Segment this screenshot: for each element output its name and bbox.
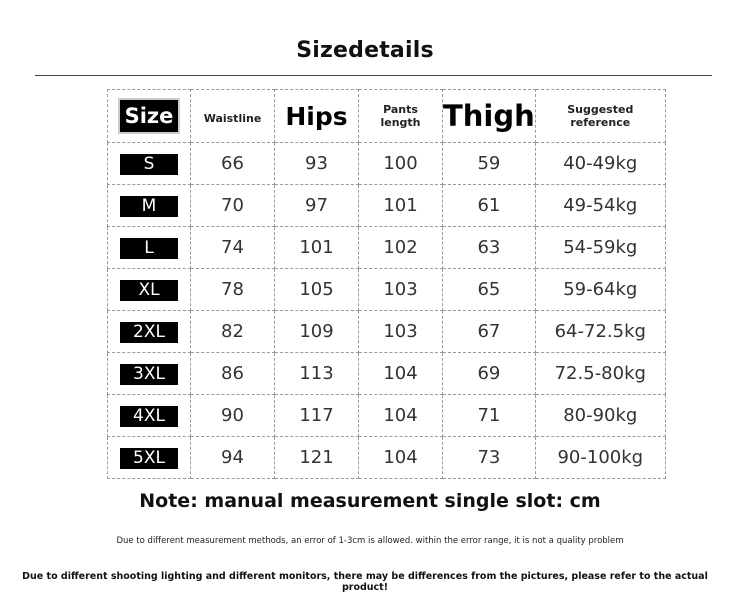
header-pants-length-line2: length bbox=[380, 116, 421, 129]
pants-length-value: 101 bbox=[359, 185, 443, 227]
header-size: Size bbox=[118, 98, 181, 134]
pants-length-value: 100 bbox=[359, 143, 443, 185]
size-label: 5XL bbox=[120, 448, 178, 469]
pants-length-value: 104 bbox=[359, 353, 443, 395]
thigh-value: 67 bbox=[443, 311, 536, 353]
thigh-value: 73 bbox=[443, 437, 536, 479]
size-label: S bbox=[120, 154, 178, 175]
table-row bbox=[108, 395, 666, 437]
waistline-value: 90 bbox=[191, 395, 275, 437]
size-label: 4XL bbox=[120, 406, 178, 427]
hips-value: 105 bbox=[275, 269, 359, 311]
waistline-value: 66 bbox=[191, 143, 275, 185]
reference-value: 54-59kg bbox=[535, 227, 665, 269]
waistline-value: 94 bbox=[191, 437, 275, 479]
header-hips: Hips bbox=[285, 101, 348, 131]
size-label: M bbox=[120, 196, 178, 217]
header-waistline: Waistline bbox=[203, 111, 262, 125]
pants-length-value: 104 bbox=[359, 395, 443, 437]
title-divider bbox=[35, 75, 712, 76]
hips-value: 101 bbox=[275, 227, 359, 269]
size-label: L bbox=[120, 238, 178, 259]
reference-value: 90-100kg bbox=[535, 437, 665, 479]
thigh-value: 65 bbox=[443, 269, 536, 311]
hips-value: 109 bbox=[275, 311, 359, 353]
reference-value: 59-64kg bbox=[535, 269, 665, 311]
table-header-row bbox=[108, 90, 666, 143]
hips-value: 97 bbox=[275, 185, 359, 227]
header-thigh: Thigh bbox=[443, 99, 535, 133]
header-reference-line2: reference bbox=[570, 116, 631, 129]
pants-length-value: 102 bbox=[359, 227, 443, 269]
thigh-value: 71 bbox=[443, 395, 536, 437]
reference-value: 80-90kg bbox=[535, 395, 665, 437]
thigh-value: 69 bbox=[443, 353, 536, 395]
header-waistline-cell bbox=[191, 90, 275, 143]
pants-length-value: 104 bbox=[359, 437, 443, 479]
thigh-value: 61 bbox=[443, 185, 536, 227]
hips-value: 121 bbox=[275, 437, 359, 479]
table-row bbox=[108, 437, 666, 479]
pants-length-value: 103 bbox=[359, 311, 443, 353]
size-label: 2XL bbox=[120, 322, 178, 343]
reference-value: 40-49kg bbox=[535, 143, 665, 185]
color-difference-disclaimer: Due to different shooting lighting and different monitors, there may be differences from the pictures, please refer to the actual product! bbox=[22, 571, 708, 593]
table-row bbox=[108, 227, 666, 269]
waistline-value: 82 bbox=[191, 311, 275, 353]
header-size-cell bbox=[108, 90, 191, 143]
table-row bbox=[108, 311, 666, 353]
table-row bbox=[108, 353, 666, 395]
header-hips-cell bbox=[275, 90, 359, 143]
pants-length-value: 103 bbox=[359, 269, 443, 311]
header-thigh-cell bbox=[443, 90, 536, 143]
header-reference-line1: Suggested bbox=[567, 103, 634, 116]
hips-value: 93 bbox=[275, 143, 359, 185]
table-row bbox=[108, 185, 666, 227]
reference-value: 49-54kg bbox=[535, 185, 665, 227]
thigh-value: 63 bbox=[443, 227, 536, 269]
measurement-note: Note: manual measurement single slot: cm bbox=[139, 490, 601, 512]
waistline-value: 74 bbox=[191, 227, 275, 269]
thigh-value: 59 bbox=[443, 143, 536, 185]
header-reference-cell bbox=[535, 90, 665, 143]
reference-value: 72.5-80kg bbox=[535, 353, 665, 395]
waistline-value: 78 bbox=[191, 269, 275, 311]
reference-value: 64-72.5kg bbox=[535, 311, 665, 353]
table-row bbox=[108, 143, 666, 185]
size-label: 3XL bbox=[120, 364, 178, 385]
table-row bbox=[108, 269, 666, 311]
size-label: XL bbox=[120, 280, 178, 301]
header-pants-length-line1: Pants bbox=[383, 103, 418, 116]
waistline-value: 70 bbox=[191, 185, 275, 227]
header-pants-length-cell bbox=[359, 90, 443, 143]
size-chart-table bbox=[107, 89, 666, 479]
measurement-error-disclaimer: Due to different measurement methods, an error of 1-3cm is allowed. within the error range, it is not a quality problem bbox=[116, 536, 624, 546]
waistline-value: 86 bbox=[191, 353, 275, 395]
hips-value: 113 bbox=[275, 353, 359, 395]
page-title: Sizedetails bbox=[296, 38, 434, 63]
hips-value: 117 bbox=[275, 395, 359, 437]
